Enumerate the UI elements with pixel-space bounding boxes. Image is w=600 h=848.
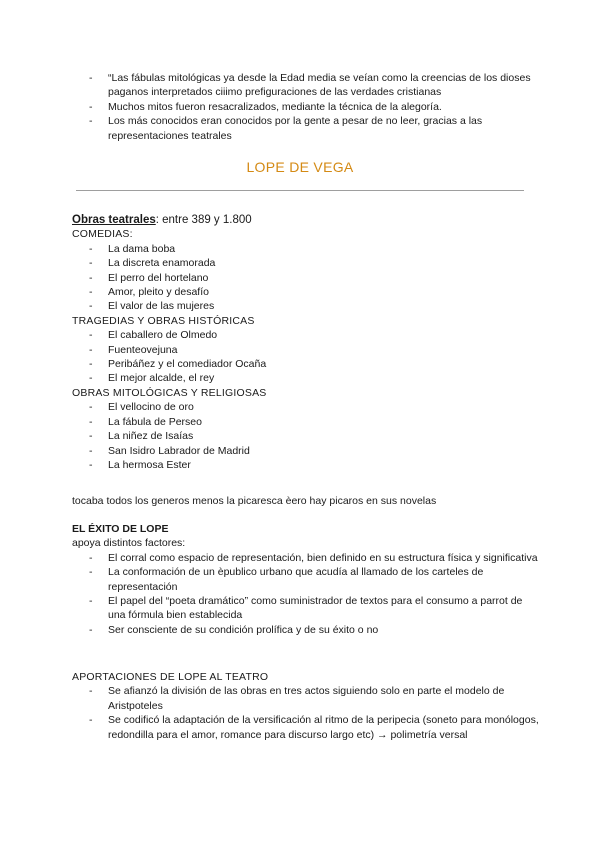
comedias-list [72,242,542,314]
list-item: - La dama boba [72,242,542,256]
page-title: LOPE DE VEGA [246,159,354,175]
list-item: - Muchos mitos fueron resacralizados, mediante la técnica de la alegoría. [72,100,542,114]
list-item: - El valor de las mujeres [72,299,542,313]
list-item: - El mejor alcalde, el rey [72,371,542,385]
exito-section [72,522,542,637]
group-heading: OBRAS MITOLÓGICAS Y RELIGIOSAS [72,386,267,399]
genres-note: tocaba todos los generos menos la picaresca èero hay picaros en sus novelas [72,495,437,507]
group-heading: COMEDIAS: [72,228,133,241]
list-item: - La niñez de Isaías [72,429,542,443]
list-item: - El vellocino de oro [72,400,542,414]
horizontal-divider [76,190,524,191]
list-item: - El perro del hortelano [72,271,542,285]
tragedias-list [72,328,542,386]
group-heading: TRAGEDIAS Y OBRAS HISTÓRICAS [72,314,255,327]
list-item: - Fuenteovejuna [72,343,542,357]
list-item: - “Las fábulas mitológicas ya desde la Edad media se veían como la creencias de los dioses paganos interpretados ciiimo prefiguraciones de las verdades cristianas [72,71,542,100]
list-item: - La hermosa Ester [72,458,542,472]
mitologicas-list [72,400,542,472]
list-item: - Amor, pleito y desafío [72,285,542,299]
obras-section [72,213,542,472]
list-item: - El caballero de Olmedo [72,328,542,342]
list-item: - Los más conocidos eran conocidos por la gente a pesar de no leer, gracias a las representaciones teatrales [72,114,542,143]
list-item: - La fábula de Perseo [72,415,542,429]
list-item: - El papel del “poeta dramático” como suministrador de textos para el consumo a parrot de una fórmula bien establecida [72,594,542,623]
list-item: - El corral como espacio de representación, bien definido en su estructura física y significativa [72,551,542,565]
section-heading: EL ÉXITO DE LOPE [72,523,169,535]
list-item: - La conformación de un èpublico urbano que acudía al llamado de los carteles de representación [72,565,542,594]
obras-lead [72,213,542,227]
intro-list [72,71,542,143]
aportaciones-section [72,670,542,742]
list-item: - Ser consciente de su condición prolífica y de su éxito o no [72,623,542,637]
list-item: - Se afianzó la división de las obras en tres actos siguiendo solo en parte el modelo de Aristpoteles [72,684,542,713]
list-item: - Peribáñez y el comediador Ocaña [72,357,542,371]
section-heading: APORTACIONES DE LOPE AL TEATRO [72,671,269,683]
exito-list [72,551,542,637]
list-item: - Se codificó la adaptación de la versificación al ritmo de la peripecia (soneto para monólogos, redondilla para el amor, romance para discurso largo etc) → polimetría versal [72,713,542,742]
obras-count: : entre 389 y 1.800 [155,214,252,226]
section-intro: apoya distintos factores: [72,537,186,550]
obras-label: Obras teatrales [72,214,156,226]
aportaciones-list [72,684,542,742]
list-item: - San Isidro Labrador de Madrid [72,444,542,458]
list-item: - La discreta enamorada [72,256,542,270]
